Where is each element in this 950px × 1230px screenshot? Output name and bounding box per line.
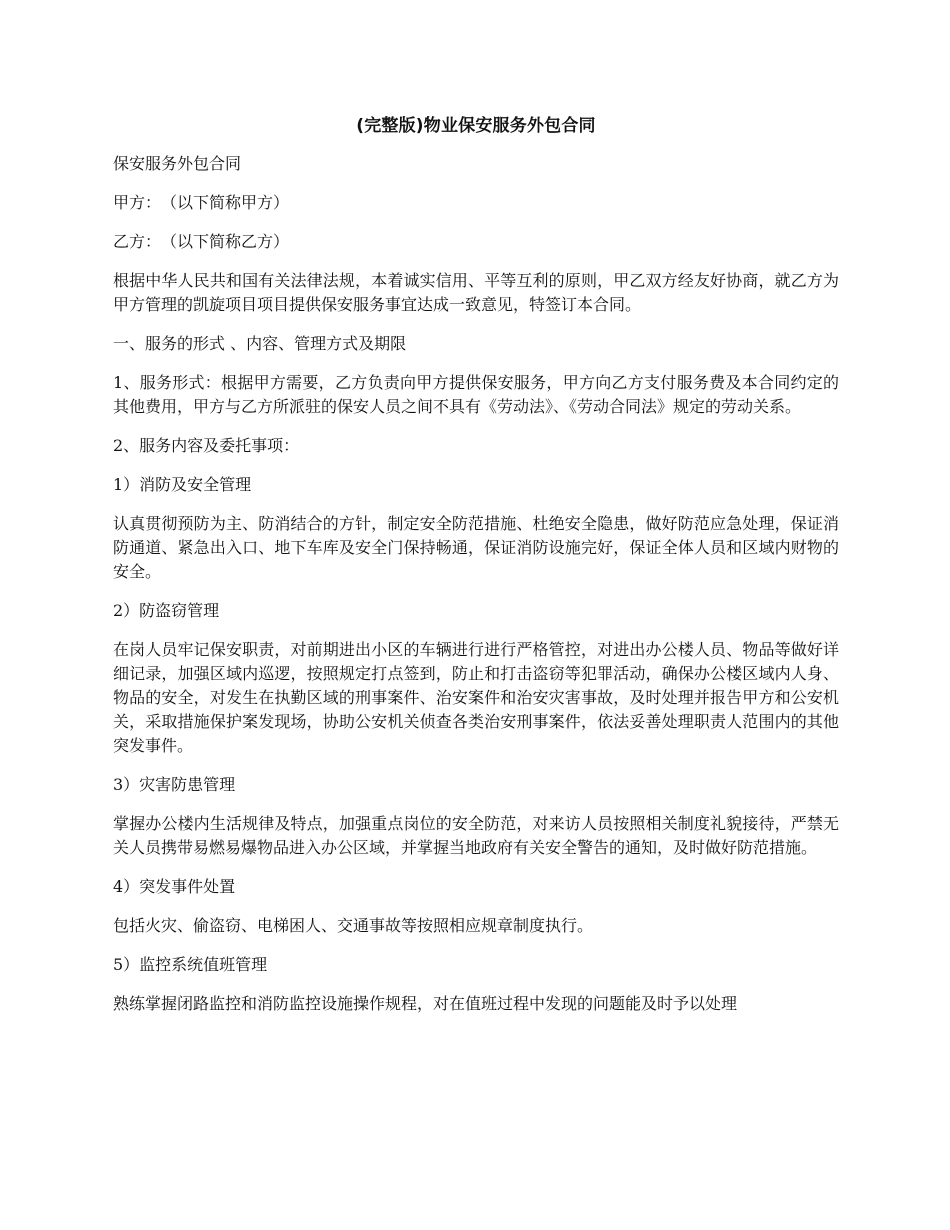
paragraph-service-form: 1、服务形式：根据甲方需要，乙方负责向甲方提供保安服务，甲方向乙方支付服务费及本合同约定的其他费用，甲方与乙方所派驻的保安人员之间不具有《劳动法》、《劳动合同法》规定的劳动关系。 bbox=[113, 373, 839, 416]
subheading-theft-prevention: 2）防盗窃管理 bbox=[113, 601, 220, 620]
subheading-monitoring: 5）监控系统值班管理 bbox=[113, 955, 268, 974]
subheading-emergency: 4）突发事件处置 bbox=[113, 877, 236, 896]
subheading-fire-safety: 1）消防及安全管理 bbox=[113, 475, 252, 494]
subheading-disaster-prevention: 3）灾害防患管理 bbox=[113, 775, 236, 794]
paragraph-monitoring: 熟练掌握闭路监控和消防监控设施操作规程，对在值班过程中发现的问题能及时予以处理 bbox=[113, 994, 738, 1013]
paragraph-contract-name: 保安服务外包合同 bbox=[113, 154, 242, 173]
paragraph-party-b: 乙方： （以下简称乙方） bbox=[113, 232, 290, 251]
document-title: (完整版)物业保安服务外包合同 bbox=[356, 116, 596, 136]
paragraph-theft-prevention: 在岗人员牢记保安职责，对前期进出小区的车辆进行进行严格管控，对进出办公楼人员、物品等做好详细记录，加强区域内巡逻，按照规定打点签到，防止和打击盗窃等犯罪活动，确保办公楼区域内人身、物品的安全，对发生在执勤区域的刑事案件、治安案件和治安灾害事故，及时处理并报告甲方和公安机关，采取措施保护案发现场，协助公安机关侦查各类治安刑事案件，依法妥善处理职责人范围内的其他突发事件。 bbox=[113, 640, 839, 755]
paragraph-service-content: 2、服务内容及委托事项： bbox=[113, 436, 300, 455]
section-heading-1: 一、服务的形式 、内容、管理方式及期限 bbox=[113, 334, 407, 353]
paragraph-fire-safety: 认真贯彻预防为主、防消结合的方针，制定安全防范措施、杜绝安全隐患，做好防范应急处理，保证消防通道、紧急出入口、地下车库及安全门保持畅通，保证消防设施完好，保证全体人员和区域内财物的安全。 bbox=[113, 514, 839, 581]
paragraph-party-a: 甲方： （以下简称甲方） bbox=[113, 193, 290, 212]
paragraph-preamble: 根据中华人民共和国有关法律法规，本着诚实信用、平等互利的原则，甲乙双方经友好协商，就乙方为甲方管理的凯旋项目项目提供保安服务事宜达成一致意见，特签订本合同。 bbox=[113, 271, 839, 314]
document-page bbox=[113, 112, 839, 1031]
paragraph-emergency: 包括火灾、偷盗窃、电梯困人、交通事故等按照相应规章制度执行。 bbox=[113, 916, 594, 935]
paragraph-disaster-prevention: 掌握办公楼内生活规律及特点，加强重点岗位的安全防范，对来访人员按照相关制度礼貌接待，严禁无关人员携带易燃易爆物品进入办公区域，并掌握当地政府有关安全警告的通知，及时做好防范措施。 bbox=[113, 814, 839, 857]
